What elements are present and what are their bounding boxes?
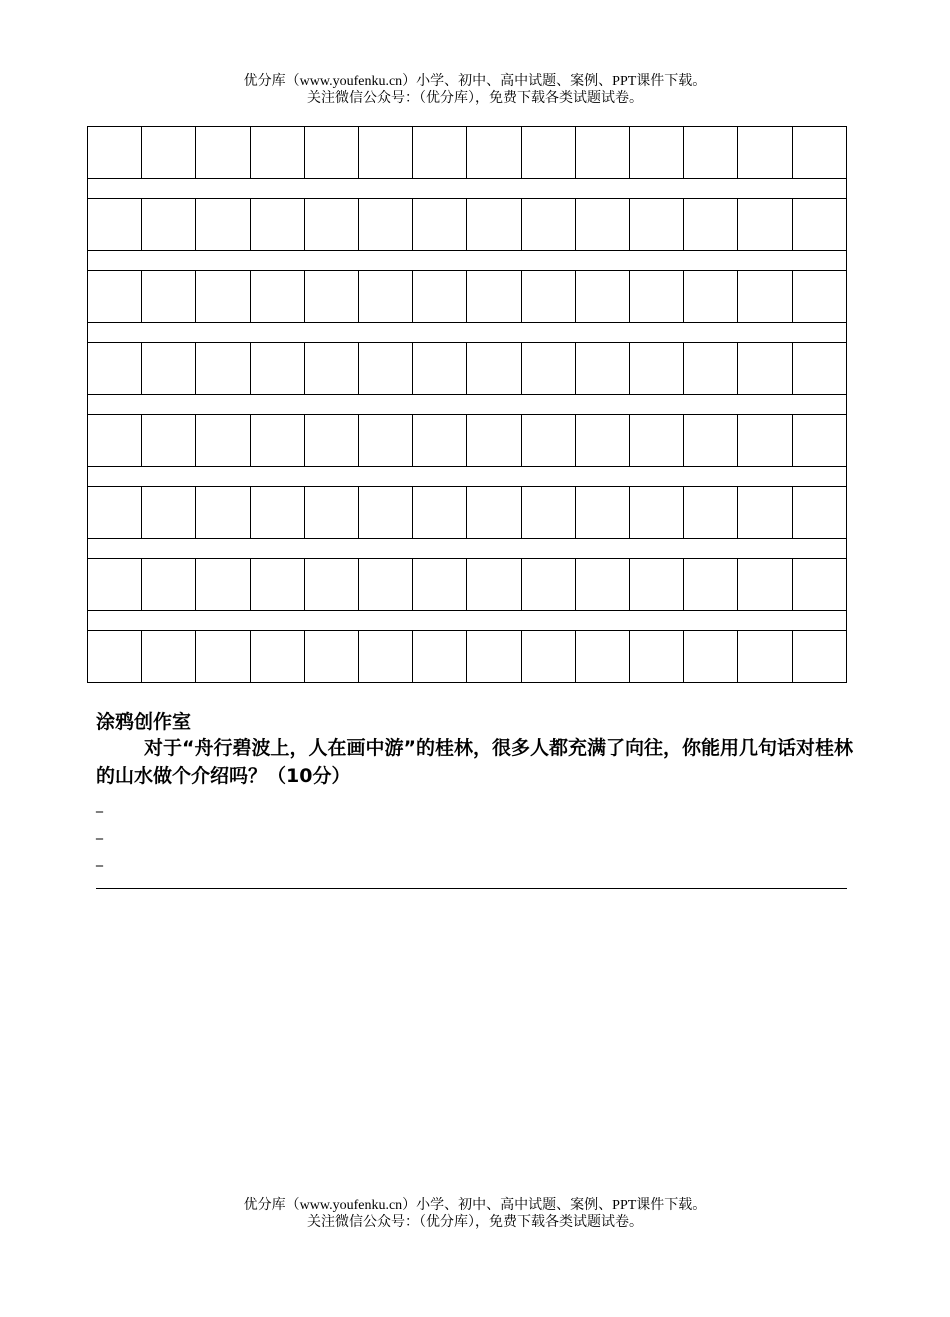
grid-cell[interactable]: [196, 559, 250, 611]
grid-cell[interactable]: [196, 199, 250, 251]
grid-cell[interactable]: [467, 271, 521, 323]
grid-cell[interactable]: [88, 127, 142, 179]
grid-gap-row: [88, 611, 847, 631]
grid-cell[interactable]: [250, 343, 304, 395]
grid-cell[interactable]: [359, 127, 413, 179]
grid-cell[interactable]: [792, 559, 846, 611]
grid-cell[interactable]: [684, 199, 738, 251]
grid-cell[interactable]: [575, 631, 629, 683]
grid-cell[interactable]: [88, 415, 142, 467]
grid-cell[interactable]: [738, 487, 792, 539]
grid-cell[interactable]: [467, 415, 521, 467]
grid-cell[interactable]: [304, 631, 358, 683]
grid-gap-row: [88, 539, 847, 559]
grid-cell[interactable]: [792, 415, 846, 467]
grid-cell[interactable]: [359, 199, 413, 251]
grid-cell[interactable]: [792, 199, 846, 251]
grid-cell[interactable]: [684, 487, 738, 539]
grid-cell[interactable]: [630, 199, 684, 251]
answer-mark: _: [96, 851, 103, 867]
grid-cell[interactable]: [142, 559, 196, 611]
grid-cell[interactable]: [413, 631, 467, 683]
grid-cell[interactable]: [413, 127, 467, 179]
grid-cell[interactable]: [630, 487, 684, 539]
grid-cell[interactable]: [142, 271, 196, 323]
grid-cell[interactable]: [467, 631, 521, 683]
grid-cell[interactable]: [792, 487, 846, 539]
grid-cell[interactable]: [467, 559, 521, 611]
grid-cell[interactable]: [521, 127, 575, 179]
grid-cell[interactable]: [304, 559, 358, 611]
grid-gap-row: [88, 251, 847, 271]
grid-cell[interactable]: [792, 631, 846, 683]
grid-gap-row: [88, 179, 847, 199]
grid-cell[interactable]: [196, 271, 250, 323]
grid-row: [88, 343, 847, 395]
grid-gap: [88, 251, 847, 271]
grid-cell[interactable]: [88, 487, 142, 539]
grid-cell[interactable]: [359, 415, 413, 467]
grid-cell[interactable]: [88, 271, 142, 323]
grid-cell[interactable]: [196, 631, 250, 683]
grid-cell[interactable]: [359, 487, 413, 539]
grid-cell[interactable]: [250, 559, 304, 611]
grid-gap: [88, 539, 847, 559]
grid-cell[interactable]: [304, 343, 358, 395]
grid-cell[interactable]: [196, 487, 250, 539]
grid-cell[interactable]: [738, 415, 792, 467]
grid-cell[interactable]: [575, 487, 629, 539]
grid-cell[interactable]: [467, 343, 521, 395]
grid-cell[interactable]: [250, 271, 304, 323]
grid-cell[interactable]: [575, 271, 629, 323]
grid-cell[interactable]: [521, 559, 575, 611]
grid-cell[interactable]: [792, 127, 846, 179]
grid-cell[interactable]: [304, 415, 358, 467]
grid-row: [88, 271, 847, 323]
grid-cell[interactable]: [196, 127, 250, 179]
grid-cell[interactable]: [304, 271, 358, 323]
grid-cell[interactable]: [304, 199, 358, 251]
grid-cell[interactable]: [575, 199, 629, 251]
grid-cell[interactable]: [792, 343, 846, 395]
grid-cell[interactable]: [738, 559, 792, 611]
grid-cell[interactable]: [738, 631, 792, 683]
grid-row: [88, 127, 847, 179]
grid-row: [88, 487, 847, 539]
grid-cell[interactable]: [684, 271, 738, 323]
grid-cell[interactable]: [521, 271, 575, 323]
grid-cell[interactable]: [684, 631, 738, 683]
grid-cell[interactable]: [196, 415, 250, 467]
grid-cell[interactable]: [413, 199, 467, 251]
grid-cell[interactable]: [630, 559, 684, 611]
page-footer: [0, 1197, 950, 1231]
grid-cell[interactable]: [304, 487, 358, 539]
grid-cell[interactable]: [142, 343, 196, 395]
grid-cell[interactable]: [250, 127, 304, 179]
grid-cell[interactable]: [630, 631, 684, 683]
grid-row: [88, 631, 847, 683]
grid-cell[interactable]: [738, 199, 792, 251]
grid-cell[interactable]: [630, 127, 684, 179]
grid-gap: [88, 179, 847, 199]
grid-cell[interactable]: [521, 415, 575, 467]
grid-cell[interactable]: [467, 199, 521, 251]
grid-gap-row: [88, 467, 847, 487]
grid-cell[interactable]: [88, 631, 142, 683]
grid-cell[interactable]: [359, 559, 413, 611]
grid-cell[interactable]: [250, 631, 304, 683]
grid-cell[interactable]: [142, 487, 196, 539]
grid-cell[interactable]: [792, 271, 846, 323]
question-prompt: 对于“舟行碧波上，人在画中游”的桂林，很多人都充满了向往，你能用几句话对桂林的山水做个介绍吗？（10分）: [96, 737, 853, 787]
writing-grid: [87, 126, 847, 683]
grid-gap: [88, 323, 847, 343]
grid-cell[interactable]: [575, 127, 629, 179]
grid-cell[interactable]: [738, 271, 792, 323]
grid-cell[interactable]: [467, 487, 521, 539]
grid-cell[interactable]: [738, 127, 792, 179]
grid-cell[interactable]: [250, 415, 304, 467]
grid-cell[interactable]: [467, 127, 521, 179]
grid-cell[interactable]: [413, 487, 467, 539]
grid-cell[interactable]: [521, 631, 575, 683]
grid-cell[interactable]: [142, 631, 196, 683]
grid-row: [88, 559, 847, 611]
grid-cell[interactable]: [88, 559, 142, 611]
grid-gap: [88, 395, 847, 415]
grid-cell[interactable]: [630, 271, 684, 323]
grid-cell[interactable]: [142, 199, 196, 251]
grid-cell[interactable]: [684, 415, 738, 467]
answer-line: [96, 888, 847, 889]
section-title: 涂鸦创作室: [96, 711, 192, 733]
header-line-2: 关注微信公众号：（优分库），免费下载各类试题试卷。: [307, 91, 643, 106]
grid-cell[interactable]: [142, 127, 196, 179]
grid-gap: [88, 611, 847, 631]
grid-cell[interactable]: [575, 415, 629, 467]
grid-cell[interactable]: [630, 415, 684, 467]
page-header: [0, 73, 950, 107]
grid-cell[interactable]: [521, 487, 575, 539]
grid-cell[interactable]: [684, 343, 738, 395]
grid-gap: [88, 467, 847, 487]
grid-cell[interactable]: [88, 199, 142, 251]
grid-cell[interactable]: [196, 343, 250, 395]
grid-cell[interactable]: [359, 271, 413, 323]
grid-cell[interactable]: [413, 559, 467, 611]
footer-line-2: 关注微信公众号：（优分库），免费下载各类试题试卷。: [307, 1215, 643, 1230]
grid-cell[interactable]: [521, 343, 575, 395]
grid-cell[interactable]: [684, 127, 738, 179]
grid-cell[interactable]: [684, 559, 738, 611]
answer-mark: _: [96, 824, 103, 840]
grid-cell[interactable]: [250, 487, 304, 539]
answer-mark: _: [96, 797, 103, 813]
grid-gap-row: [88, 395, 847, 415]
grid-cell[interactable]: [413, 343, 467, 395]
grid-cell[interactable]: [413, 271, 467, 323]
grid-row: [88, 415, 847, 467]
grid-cell[interactable]: [413, 415, 467, 467]
footer-line-1: 优分库（www.youfenku.cn）小学、初中、高中试题、案例、PPT课件下载。: [243, 1198, 707, 1213]
grid-cell[interactable]: [359, 631, 413, 683]
grid-cell[interactable]: [630, 343, 684, 395]
grid-cell[interactable]: [575, 343, 629, 395]
grid-row: [88, 199, 847, 251]
grid-cell[interactable]: [521, 199, 575, 251]
grid-cell[interactable]: [575, 559, 629, 611]
grid-cell[interactable]: [359, 343, 413, 395]
grid-cell[interactable]: [250, 199, 304, 251]
grid-gap-row: [88, 323, 847, 343]
grid-cell[interactable]: [304, 127, 358, 179]
header-line-1: 优分库（www.youfenku.cn）小学、初中、高中试题、案例、PPT课件下载。: [243, 74, 707, 89]
grid-cell[interactable]: [88, 343, 142, 395]
grid-cell[interactable]: [738, 343, 792, 395]
grid-cell[interactable]: [142, 415, 196, 467]
